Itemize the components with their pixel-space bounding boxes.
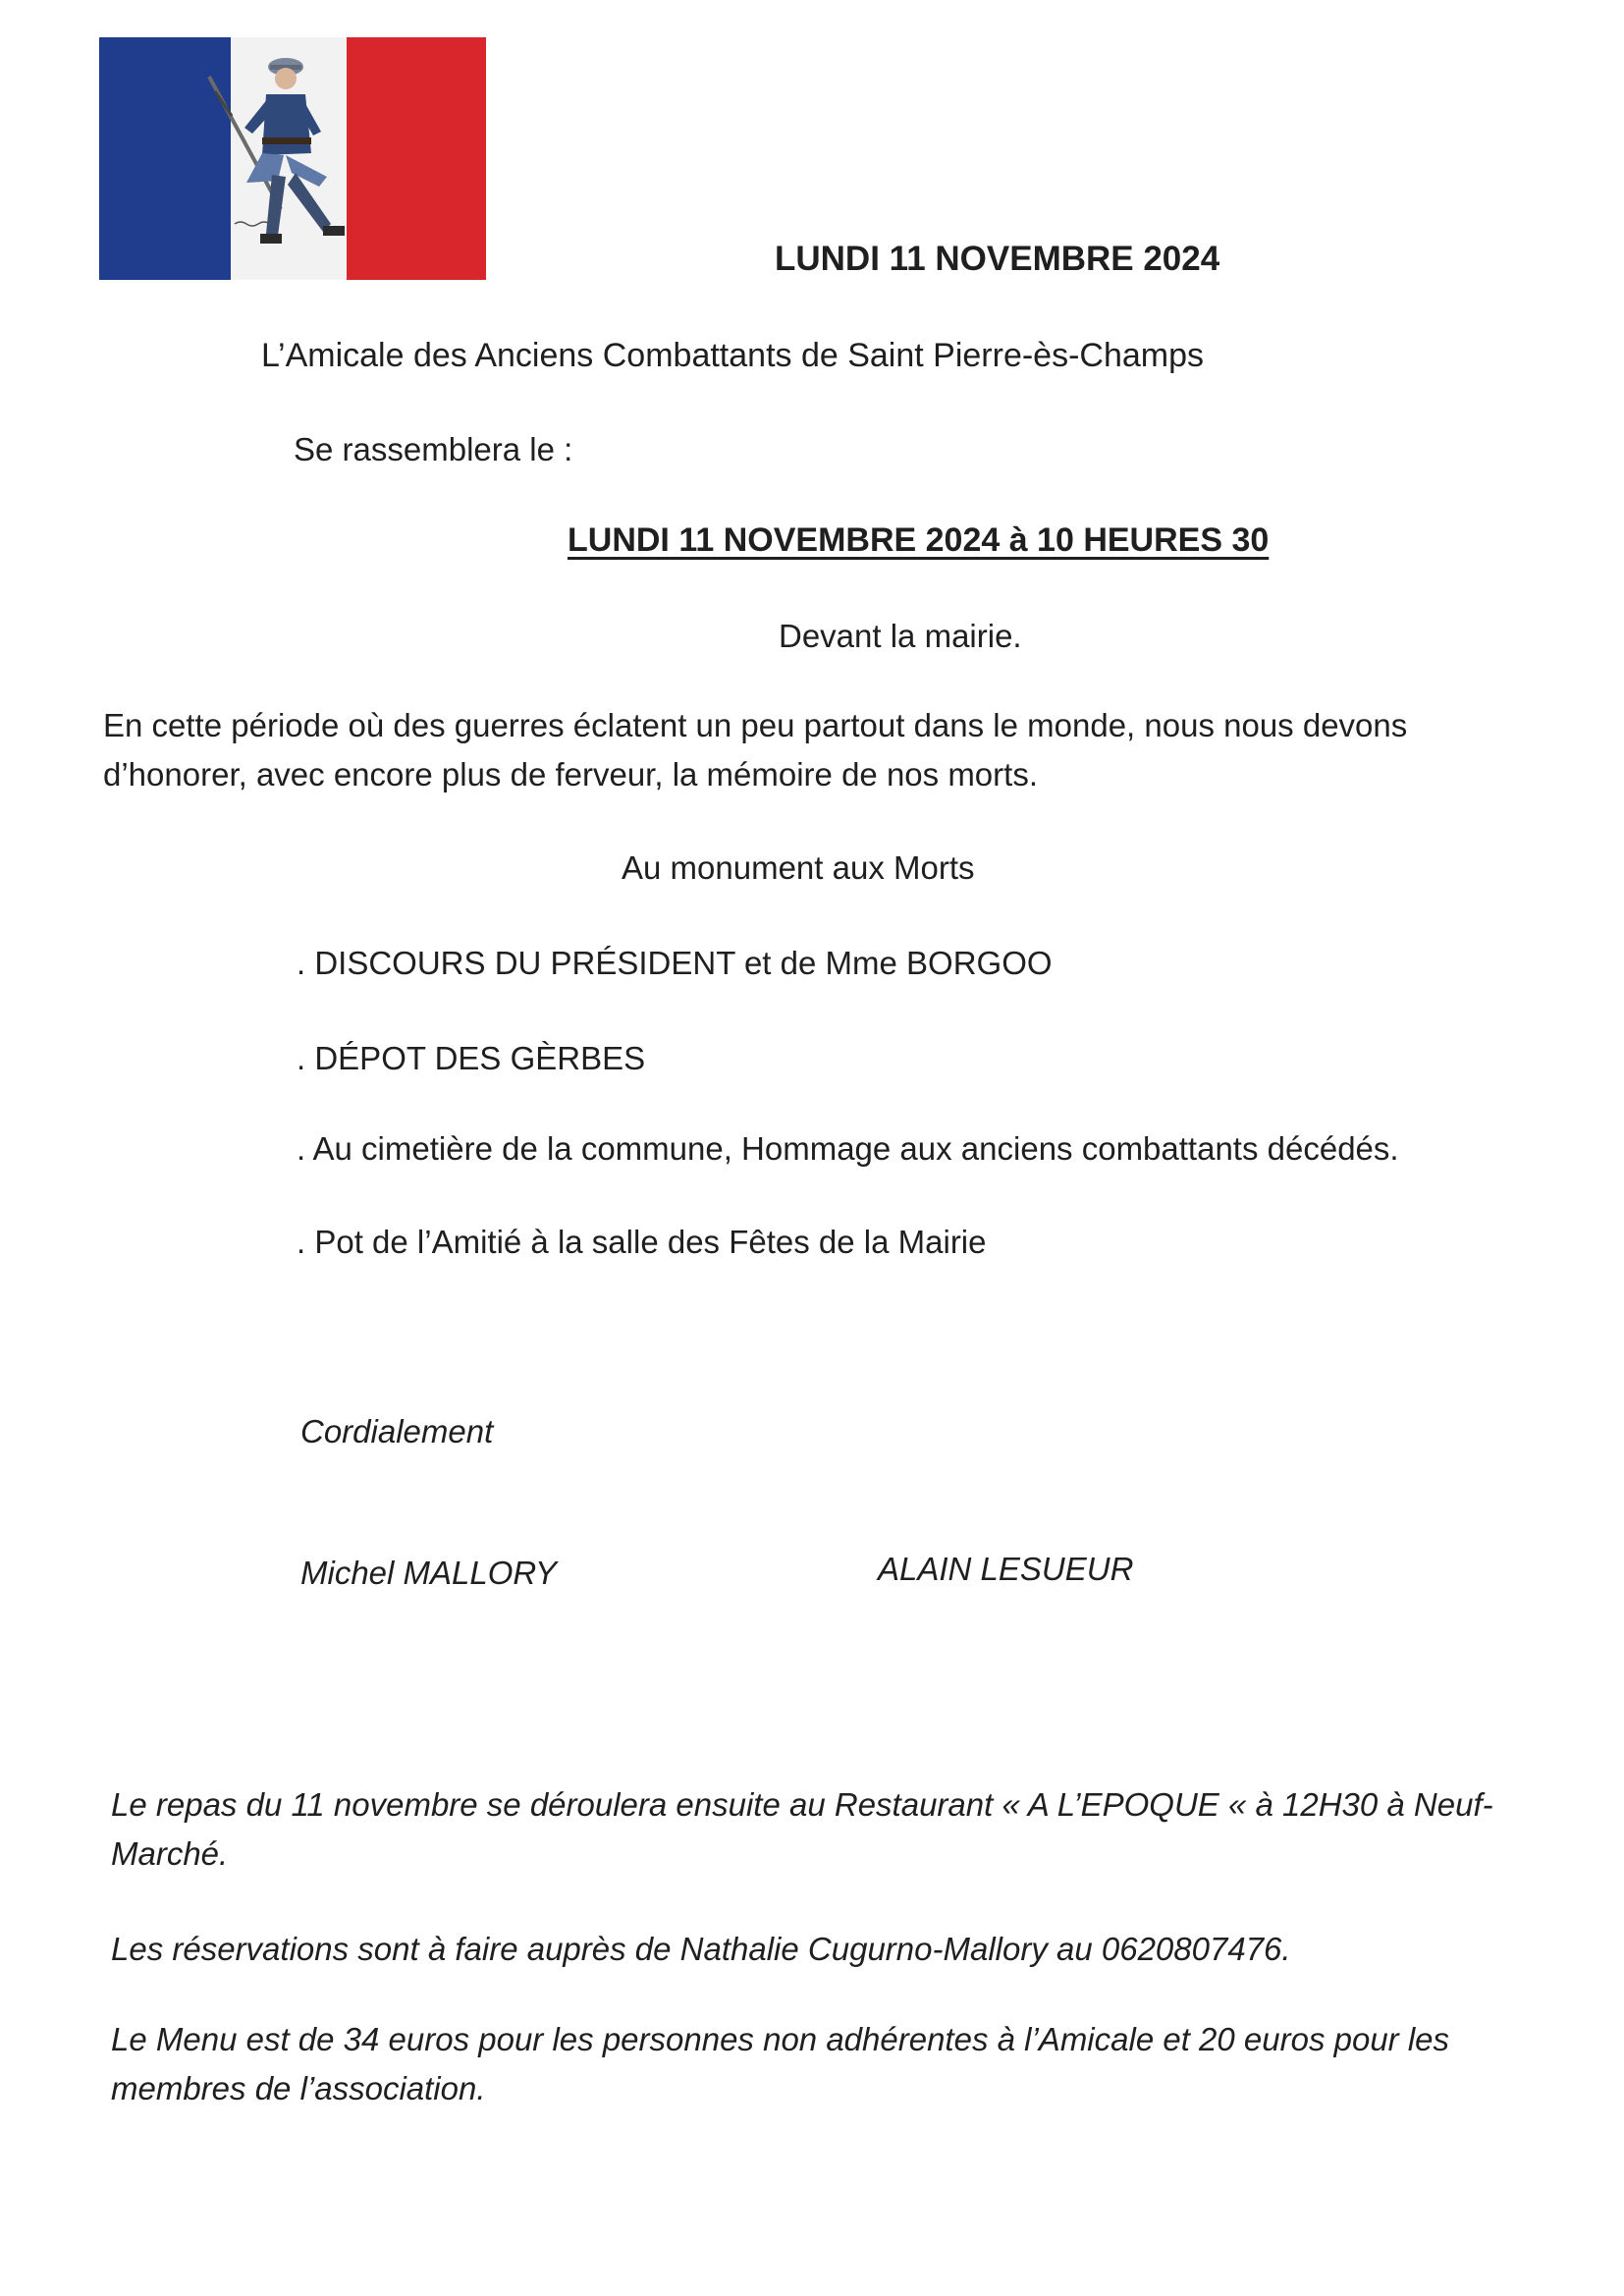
event-datetime: LUNDI 11 NOVEMBRE 2024 à 10 HEURES 30 <box>568 521 1270 559</box>
commemoration-paragraph: En cette période où des guerres éclatent un peu partout dans le monde, nous nous devons d’honorer, avec encore plus de ferveur, la mémoire de nos morts. <box>103 707 1408 793</box>
menu-price-info: Le Menu est de 34 euros pour les personnes non adhérentes à l’Amicale et 20 euros pour les membres de l’association. <box>111 2021 1450 2106</box>
meal-info: Le repas du 11 novembre se déroulera ensuite au Restaurant « A L’EPOQUE « à 12H30 à Neuf-Marché. <box>111 1786 1493 1872</box>
french-flag-soldier-illustration <box>99 37 486 280</box>
signatory-2: ALAIN LESUEUR <box>878 1551 1134 1587</box>
association-name: L’Amicale des Anciens Combattants de Saint Pierre-ès-Champs <box>261 337 1205 374</box>
intro-text: Se rassemblera le : <box>294 431 573 467</box>
program-item: . DÉPOT DES GÈRBES <box>297 1040 646 1076</box>
program-item: . DISCOURS DU PRÉSIDENT et de Mme BORGOO <box>297 945 1053 981</box>
monument-heading: Au monument aux Morts <box>622 849 975 886</box>
soldier-figure-icon <box>99 37 486 280</box>
program-item: . Pot de l’Amitié à la salle des Fêtes de la Mairie <box>297 1224 987 1260</box>
closing-text: Cordialement <box>300 1413 494 1449</box>
date-title: LUNDI 11 NOVEMBRE 2024 <box>775 240 1220 278</box>
reservation-info: Les réservations sont à faire auprès de Nathalie Cugurno-Mallory au 0620807476. <box>111 1931 1291 1967</box>
event-location: Devant la mairie. <box>779 618 1022 654</box>
program-item: . Au cimetière de la commune, Hommage aux anciens combattants décédés. <box>297 1130 1399 1167</box>
signatory-1: Michel MALLORY <box>300 1555 558 1591</box>
